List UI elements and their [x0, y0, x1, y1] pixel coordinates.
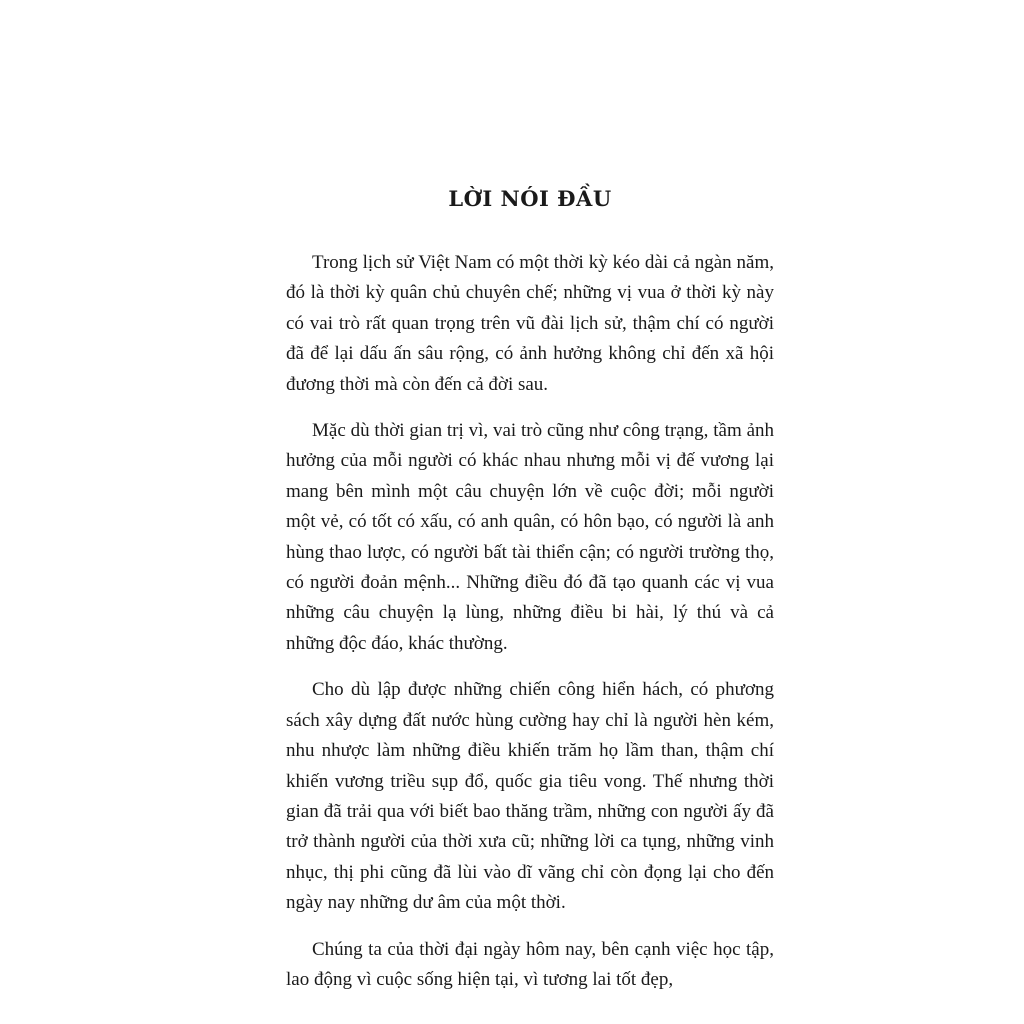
paragraph-2: Mặc dù thời gian trị vì, vai trò cũng như công trạng, tầm ảnh hưởng của mỗi người có khác nhau nhưng mỗi vị đế vương lại mang bên mình một câu chuyện lớn về cuộc đời; mỗi người một vẻ, có tốt có xấu, có anh quân, có hôn bạo, có người là anh hùng thao lược, có người bất tài thiển cận; có người trường thọ, có người đoản mệnh... Những điều đó đã tạo quanh các vị vua những câu chuyện lạ lùng, những điều bi hài, lý thú và cả những độc đáo, khác thường.: [286, 420, 774, 654]
book-page: [286, 0, 774, 1024]
chapter-title: LỜI NÓI ĐẦU: [448, 186, 612, 211]
body-text: [286, 248, 774, 995]
paragraph-4: Chúng ta của thời đại ngày hôm nay, bên cạnh việc học tập, lao động vì cuộc sống hiện tại, vì tương lai tốt đẹp,: [286, 938, 774, 990]
paragraph-3: Cho dù lập được những chiến công hiển hách, có phương sách xây dựng đất nước hùng cường hay chỉ là người hèn kém, nhu nhược làm những điều khiến trăm họ lầm than, thậm chí khiến vương triều sụp đổ, quốc gia tiêu vong. Thế nhưng thời gian đã trải qua với biết bao thăng trầm, những con người ấy đã trở thành người của thời xưa cũ; những lời ca tụng, những vinh nhục, thị phi cũng đã lùi vào dĩ vãng chỉ còn đọng lại cho đến ngày nay những dư âm của một thời.: [286, 679, 774, 914]
paragraph-1: Trong lịch sử Việt Nam có một thời kỳ kéo dài cả ngàn năm, đó là thời kỳ quân chủ chuyên chế; những vị vua ở thời kỳ này có vai trò rất quan trọng trên vũ đài lịch sử, thậm chí có người đã để lại dấu ấn sâu rộng, có ảnh hưởng không chỉ đến xã hội đương thời mà còn đến cả đời sau.: [286, 252, 774, 395]
